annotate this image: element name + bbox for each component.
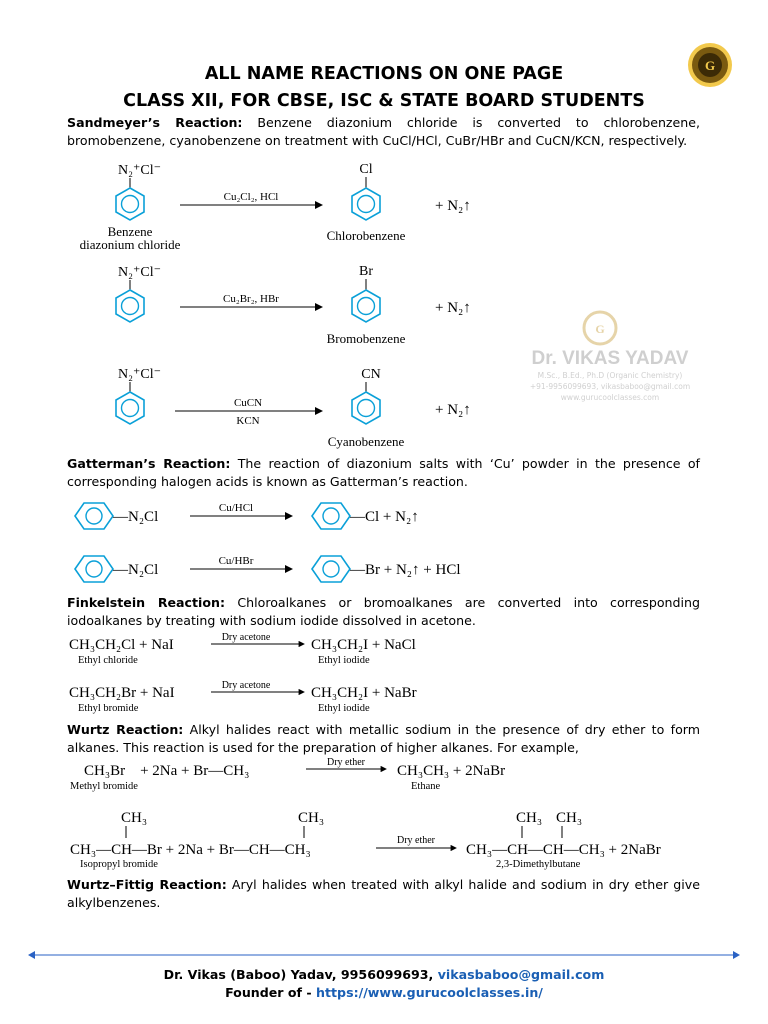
- gatterman-row-1: [75, 502, 419, 529]
- reagent-dry-ether: Dry ether: [396, 835, 436, 846]
- benzene-ring-icon: [116, 392, 144, 424]
- page-title: ALL NAME REACTIONS ON ONE PAGE: [204, 64, 564, 84]
- wurtz-row-1: [70, 757, 505, 792]
- eq-right-2: CH₃CH₂I + NaBr: [311, 685, 417, 701]
- svg-text:G: G: [704, 58, 716, 73]
- reagent-cu-hcl: Cu/HCl: [218, 502, 254, 514]
- diazonium-group: N₂⁺Cl⁻: [118, 265, 161, 280]
- reagent-1: Cu₂Cl₂, HCl: [223, 191, 279, 203]
- benzene-ring-icon: [352, 392, 380, 424]
- finkelstein-heading: Finkelstein Reaction:: [67, 595, 226, 610]
- product-bromobenzene: Bromobenzene: [326, 331, 406, 346]
- label-ethyl-iodide: Ethyl iodide: [318, 655, 370, 666]
- page-subtitle: CLASS XII, FOR CBSE, ISC & STATE BOARD STUDENTS: [123, 91, 645, 111]
- diazonium-group: N₂⁺Cl⁻: [118, 367, 161, 382]
- website-link[interactable]: https://www.gurucoolclasses.in/: [316, 985, 543, 1000]
- watermark-line1: M.Sc., B.Ed., Ph.D (Organic Chemistry): [537, 371, 683, 380]
- reactant-label-2: diazonium chloride: [79, 237, 181, 252]
- finkelstein-row-1: [69, 632, 416, 666]
- reactant-label-1: Benzene: [107, 224, 153, 239]
- substituent-cl: Cl: [359, 162, 373, 177]
- reagent-acetone: Dry acetone: [221, 632, 271, 643]
- wurtz-text: Alkyl halides react with metallic sodium in the presence of dry ether to form alkanes. This reaction is used for the preparation of higher alkanes. For example,: [67, 722, 700, 755]
- sandmeyer-row-1: [80, 162, 471, 252]
- label-dimethylbutane: 2,3-Dimethylbutane: [496, 859, 581, 870]
- label-ethyl-bromide: Ethyl bromide: [78, 703, 139, 714]
- reagent-3-bottom: KCN: [236, 415, 260, 427]
- watermark-line3: www.gurucoolclasses.com: [560, 393, 660, 402]
- methyl-branch: CH₃: [556, 810, 583, 826]
- reagent-cu-hbr: Cu/HBr: [218, 555, 254, 567]
- wurtz-fittig-heading: Wurtz–Fittig Reaction:: [67, 877, 227, 892]
- substituent-br: Br: [359, 264, 373, 279]
- benzene-ring-icon: [75, 556, 113, 582]
- watermark-name: Dr. VIKAS YADAV: [531, 348, 689, 369]
- sandmeyer-row-3: [116, 367, 471, 449]
- eq-left-2: CH₃CH₂Br + NaI: [69, 685, 175, 701]
- wurtz-fittig-text: Aryl halides when treated with alkyl halide and sodium in dry ether give alkylbenzenes.: [67, 877, 700, 910]
- label-isopropyl-bromide: Isopropyl bromide: [80, 859, 158, 870]
- sandmeyer-paragraph: [67, 114, 700, 150]
- benzene-ring-icon: [312, 503, 350, 529]
- watermark-line2: +91-9956099693, vikasbaboo@gmail.com: [529, 382, 691, 391]
- gatterman-heading: Gatterman’s Reaction:: [67, 456, 231, 471]
- email-link[interactable]: vikasbaboo@gmail.com: [437, 967, 605, 982]
- methyl-branch: CH₃: [121, 810, 148, 826]
- diazonium-group: —N₂Cl: [113, 562, 159, 578]
- reagent-dry-ether: Dry ether: [326, 757, 366, 768]
- founder-label: Founder of -: [225, 985, 317, 1000]
- sandmeyer-heading: Sandmeyer’s Reaction:: [67, 115, 243, 130]
- sandmeyer-diagram: [60, 152, 520, 454]
- sandmeyer-text: Benzene diazonium chloride is converted to chlorobenzene, bromobenzene, cyanobenzene on treatment with CuCl/HCl, CuBr/HBr and CuCN/KCN, respectively.: [67, 115, 701, 148]
- gatterman-paragraph: [67, 455, 700, 491]
- label-ethyl-iodide: Ethyl iodide: [318, 703, 370, 714]
- gatterman-row-2: [75, 555, 461, 582]
- eq-right-1: CH₃CH₃ + 2NaBr: [397, 763, 506, 779]
- product-bromobenzene: —Br + N₂↑ + HCl: [350, 562, 461, 578]
- diazonium-group: —N₂Cl: [113, 509, 159, 525]
- product-chlorobenzene: —Cl + N₂↑: [350, 509, 419, 525]
- footer-divider: [28, 950, 740, 960]
- reagent-acetone: Dry acetone: [221, 680, 271, 691]
- eq-left-1: CH₃CH₂Cl + NaI: [69, 637, 174, 653]
- product-cyanobenzene: Cyanobenzene: [327, 434, 405, 449]
- benzene-ring-icon: [352, 188, 380, 220]
- label-ethane: Ethane: [411, 781, 441, 792]
- author-contact: Dr. Vikas (Baboo) Yadav, 9956099693,: [163, 967, 438, 982]
- gatterman-text: The reaction of diazonium salts with ‘Cu’ powder in the presence of corresponding halogen acids is known as Gatterman’s reaction.: [67, 456, 700, 489]
- eq-right-2: CH₃—CH—CH—CH₃ + 2NaBr: [466, 842, 661, 858]
- reagent-3-top: CuCN: [233, 397, 263, 409]
- eq-left-1: CH₃Br + 2Na + Br—CH₃: [84, 763, 250, 779]
- product-chlorobenzene: Chlorobenzene: [326, 228, 406, 243]
- eq-left-2: CH₃—CH—Br + 2Na + Br—CH—CH₃: [70, 842, 311, 858]
- eq-right-1: CH₃CH₂I + NaCl: [311, 637, 416, 653]
- byproduct-n2: + N₂↑: [435, 300, 471, 316]
- footer-line-1: [0, 967, 768, 982]
- diazonium-group: N₂⁺Cl⁻: [118, 163, 161, 178]
- byproduct-n2: + N₂↑: [435, 402, 471, 418]
- byproduct-n2: + N₂↑: [435, 198, 471, 214]
- benzene-ring-icon: [352, 290, 380, 322]
- benzene-ring-icon: [116, 290, 144, 322]
- wurtz-diagram: [66, 754, 716, 874]
- wurtz-row-2: [70, 810, 661, 870]
- watermark: [510, 308, 710, 418]
- finkelstein-paragraph: [67, 594, 700, 630]
- footer-line-2: [0, 985, 768, 1000]
- wurtz-paragraph: [67, 721, 700, 757]
- substituent-cn: CN: [361, 367, 381, 382]
- finkelstein-row-2: [69, 680, 417, 714]
- methyl-branch: CH₃: [298, 810, 325, 826]
- methyl-branch: CH₃: [516, 810, 543, 826]
- benzene-ring-icon: [116, 188, 144, 220]
- gatterman-diagram: [60, 496, 520, 588]
- sandmeyer-row-2: [116, 264, 471, 346]
- finkelstein-text: Chloroalkanes or bromoalkanes are converted into corresponding iodoalkanes by treating with sodium iodide dissolved in acetone.: [67, 595, 700, 628]
- benzene-ring-icon: [75, 503, 113, 529]
- reagent-2: Cu₂Br₂, HBr: [223, 293, 279, 305]
- benzene-ring-icon: [312, 556, 350, 582]
- svg-text:G: G: [595, 322, 605, 336]
- wurtz-fittig-paragraph: [67, 876, 700, 912]
- wurtz-heading: Wurtz Reaction:: [67, 722, 184, 737]
- label-methyl-bromide: Methyl bromide: [70, 781, 138, 792]
- label-ethyl-chloride: Ethyl chloride: [78, 655, 138, 666]
- finkelstein-diagram: [66, 628, 466, 718]
